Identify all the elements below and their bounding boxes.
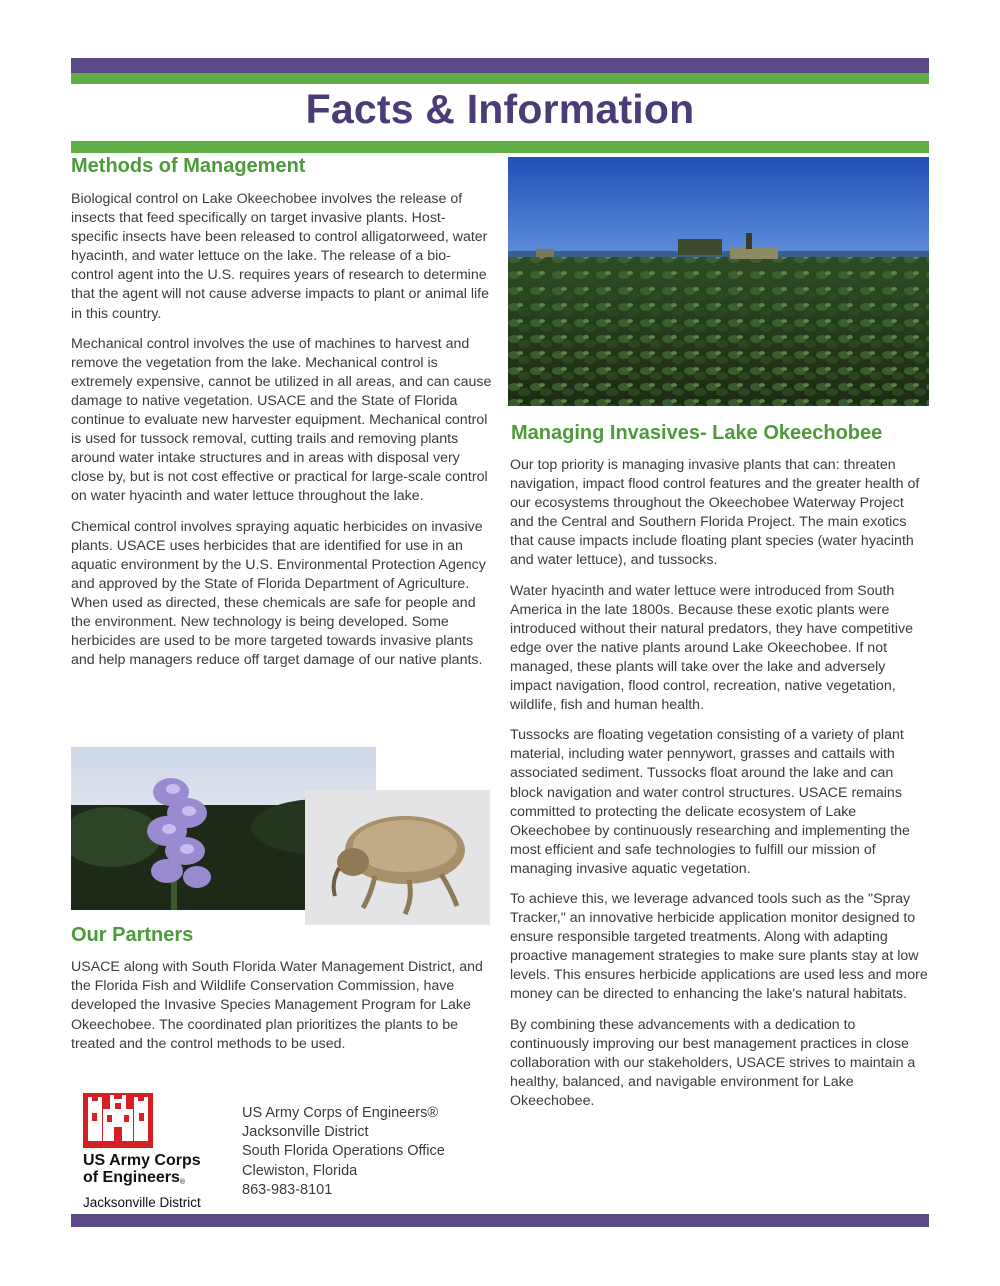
logo-line-3: Jacksonville District bbox=[83, 1195, 201, 1210]
logo-line-2-text: of Engineers bbox=[83, 1169, 180, 1186]
partners-paragraph: USACE along with South Florida Water Management District, and the Florida Fish and Wildlife Conservation Commission, have developed the Invasive Species Management Program for Lake Okeechobee. The coordinated plan prioritizes the plants to be treated and the control methods to be used. bbox=[71, 959, 483, 1052]
bottom-purple-bar bbox=[71, 1214, 929, 1227]
page-title: Facts & Information bbox=[305, 86, 695, 132]
logo-line-2 bbox=[83, 1169, 201, 1191]
contact-city: Clewiston, Florida bbox=[242, 1162, 358, 1179]
weevil-insect-photo bbox=[305, 790, 490, 925]
partners-text bbox=[71, 958, 490, 1065]
contact-district: Jacksonville District bbox=[242, 1124, 369, 1141]
managing-paragraph: Tussocks are floating vegetation consisting of a variety of plant material, including water pennywort, grasses and cattails with associated sediment. Tussocks float around the lake and can block navigation and water control structures. USACE remains committed to protecting the delicate ecosystem of Lake Okeechobee by continuously researching and implementing the most efficient and safe technologies to fulfill our mission of managing invasive aquatic vegetation. bbox=[510, 727, 910, 877]
logo-line-1: US Army Corps bbox=[83, 1152, 201, 1169]
logo-registered-mark: ® bbox=[179, 1179, 186, 1186]
methods-text bbox=[71, 190, 492, 681]
lake-harvester-photo bbox=[508, 157, 929, 406]
castle-icon bbox=[83, 1093, 153, 1148]
contact-phone: 863-983-8101 bbox=[242, 1181, 333, 1198]
top-green-bar bbox=[71, 73, 929, 84]
managing-paragraph: Our top priority is managing invasive plants that can: threaten navigation, impact flood control features and the greater health of our ecosystems throughout the Okeechobee Waterway Project and the Central and Southern Florida Project. The main exotics that cause impacts include floating plant species (water hyacinth and water lettuce), and tussocks. bbox=[510, 457, 920, 569]
managing-paragraph: To achieve this, we leverage advanced tools such as the "Spray Tracker," an innovative herbicide application monitor designed to ensure responsible targeted treatments. Along with adapting proactive management strategies to make sure plants stay at low levels. This ensures herbicide applications are used less and more money can be directed to enhancing the lake's natural habitats. bbox=[510, 890, 928, 1003]
methods-heading: Methods of Management bbox=[71, 155, 306, 177]
partners-heading: Our Partners bbox=[71, 924, 194, 946]
contact-org: US Army Corps of Engineers® bbox=[242, 1105, 439, 1121]
contact-block bbox=[242, 1104, 445, 1200]
lake-harvester-photo-graphic bbox=[508, 157, 929, 406]
title-underline-bar bbox=[71, 141, 929, 153]
methods-paragraph: Biological control on Lake Okeechobee involves the release of insects that feed specifically on target invasive plants. Host-specific insects have been released to control alligatorweed, water hyacinth, and water lettuce on the lake. The release of a bio-control agent into the U.S. requires years of research to determine that the agent will not cause adverse impacts to plant or animal life in this country. bbox=[71, 191, 489, 322]
methods-paragraph: Mechanical control involves the use of machines to harvest and remove the vegetation from the lake. Mechanical control is extremely expensive, cannot be utilized in all areas, and can cause damage to native vegetation. USACE and the State of Florida continue to evaluate new harvester equipment. Mechanical control is used for tussock removal, cutting trails and removing plants around water intake structures and in areas with disposal very close by, but is not cost effective or practical for large-scale control on water hyacinth and water lettuce throughout the lake. bbox=[71, 335, 492, 505]
usace-logo-text bbox=[83, 1152, 201, 1212]
managing-paragraph: By combining these advancements with a dedication to continuously improving our best management practices in close collaboration with our stakeholders, USACE strives to maintain a healthy, balanced, and navigable environment for Lake Okeechobee. bbox=[510, 1016, 916, 1109]
usace-castle-logo bbox=[83, 1093, 153, 1148]
methods-paragraph: Chemical control involves spraying aquatic herbicides on invasive plants. USACE uses herbicides that are identified for use in an aquatic environment by the U.S. Environmental Protection Agency and approved by the State of Florida Department of Agriculture. When used as directed, these chemicals are safe for people and the environment. New technology is being developed. Some herbicides are used to be more targeted towards invasive plants and help managers reduce off target damage of our native plants. bbox=[71, 518, 486, 669]
contact-office: South Florida Operations Office bbox=[242, 1143, 445, 1160]
managing-heading: Managing Invasives- Lake Okeechobee bbox=[511, 422, 883, 444]
managing-text bbox=[510, 456, 930, 1122]
managing-paragraph: Water hyacinth and water lettuce were introduced from South America in the late 1800s. Because these exotic plants were introduced without their natural predators, they have competitive edge over the native plants around Lake Okeechobee. If not managed, these plants will take over the lake and adversely impact navigation, flood control, recreation, native vegetation, wildlife, fish and human health. bbox=[510, 582, 913, 714]
weevil-graphic bbox=[305, 790, 490, 925]
top-purple-bar bbox=[71, 58, 929, 73]
